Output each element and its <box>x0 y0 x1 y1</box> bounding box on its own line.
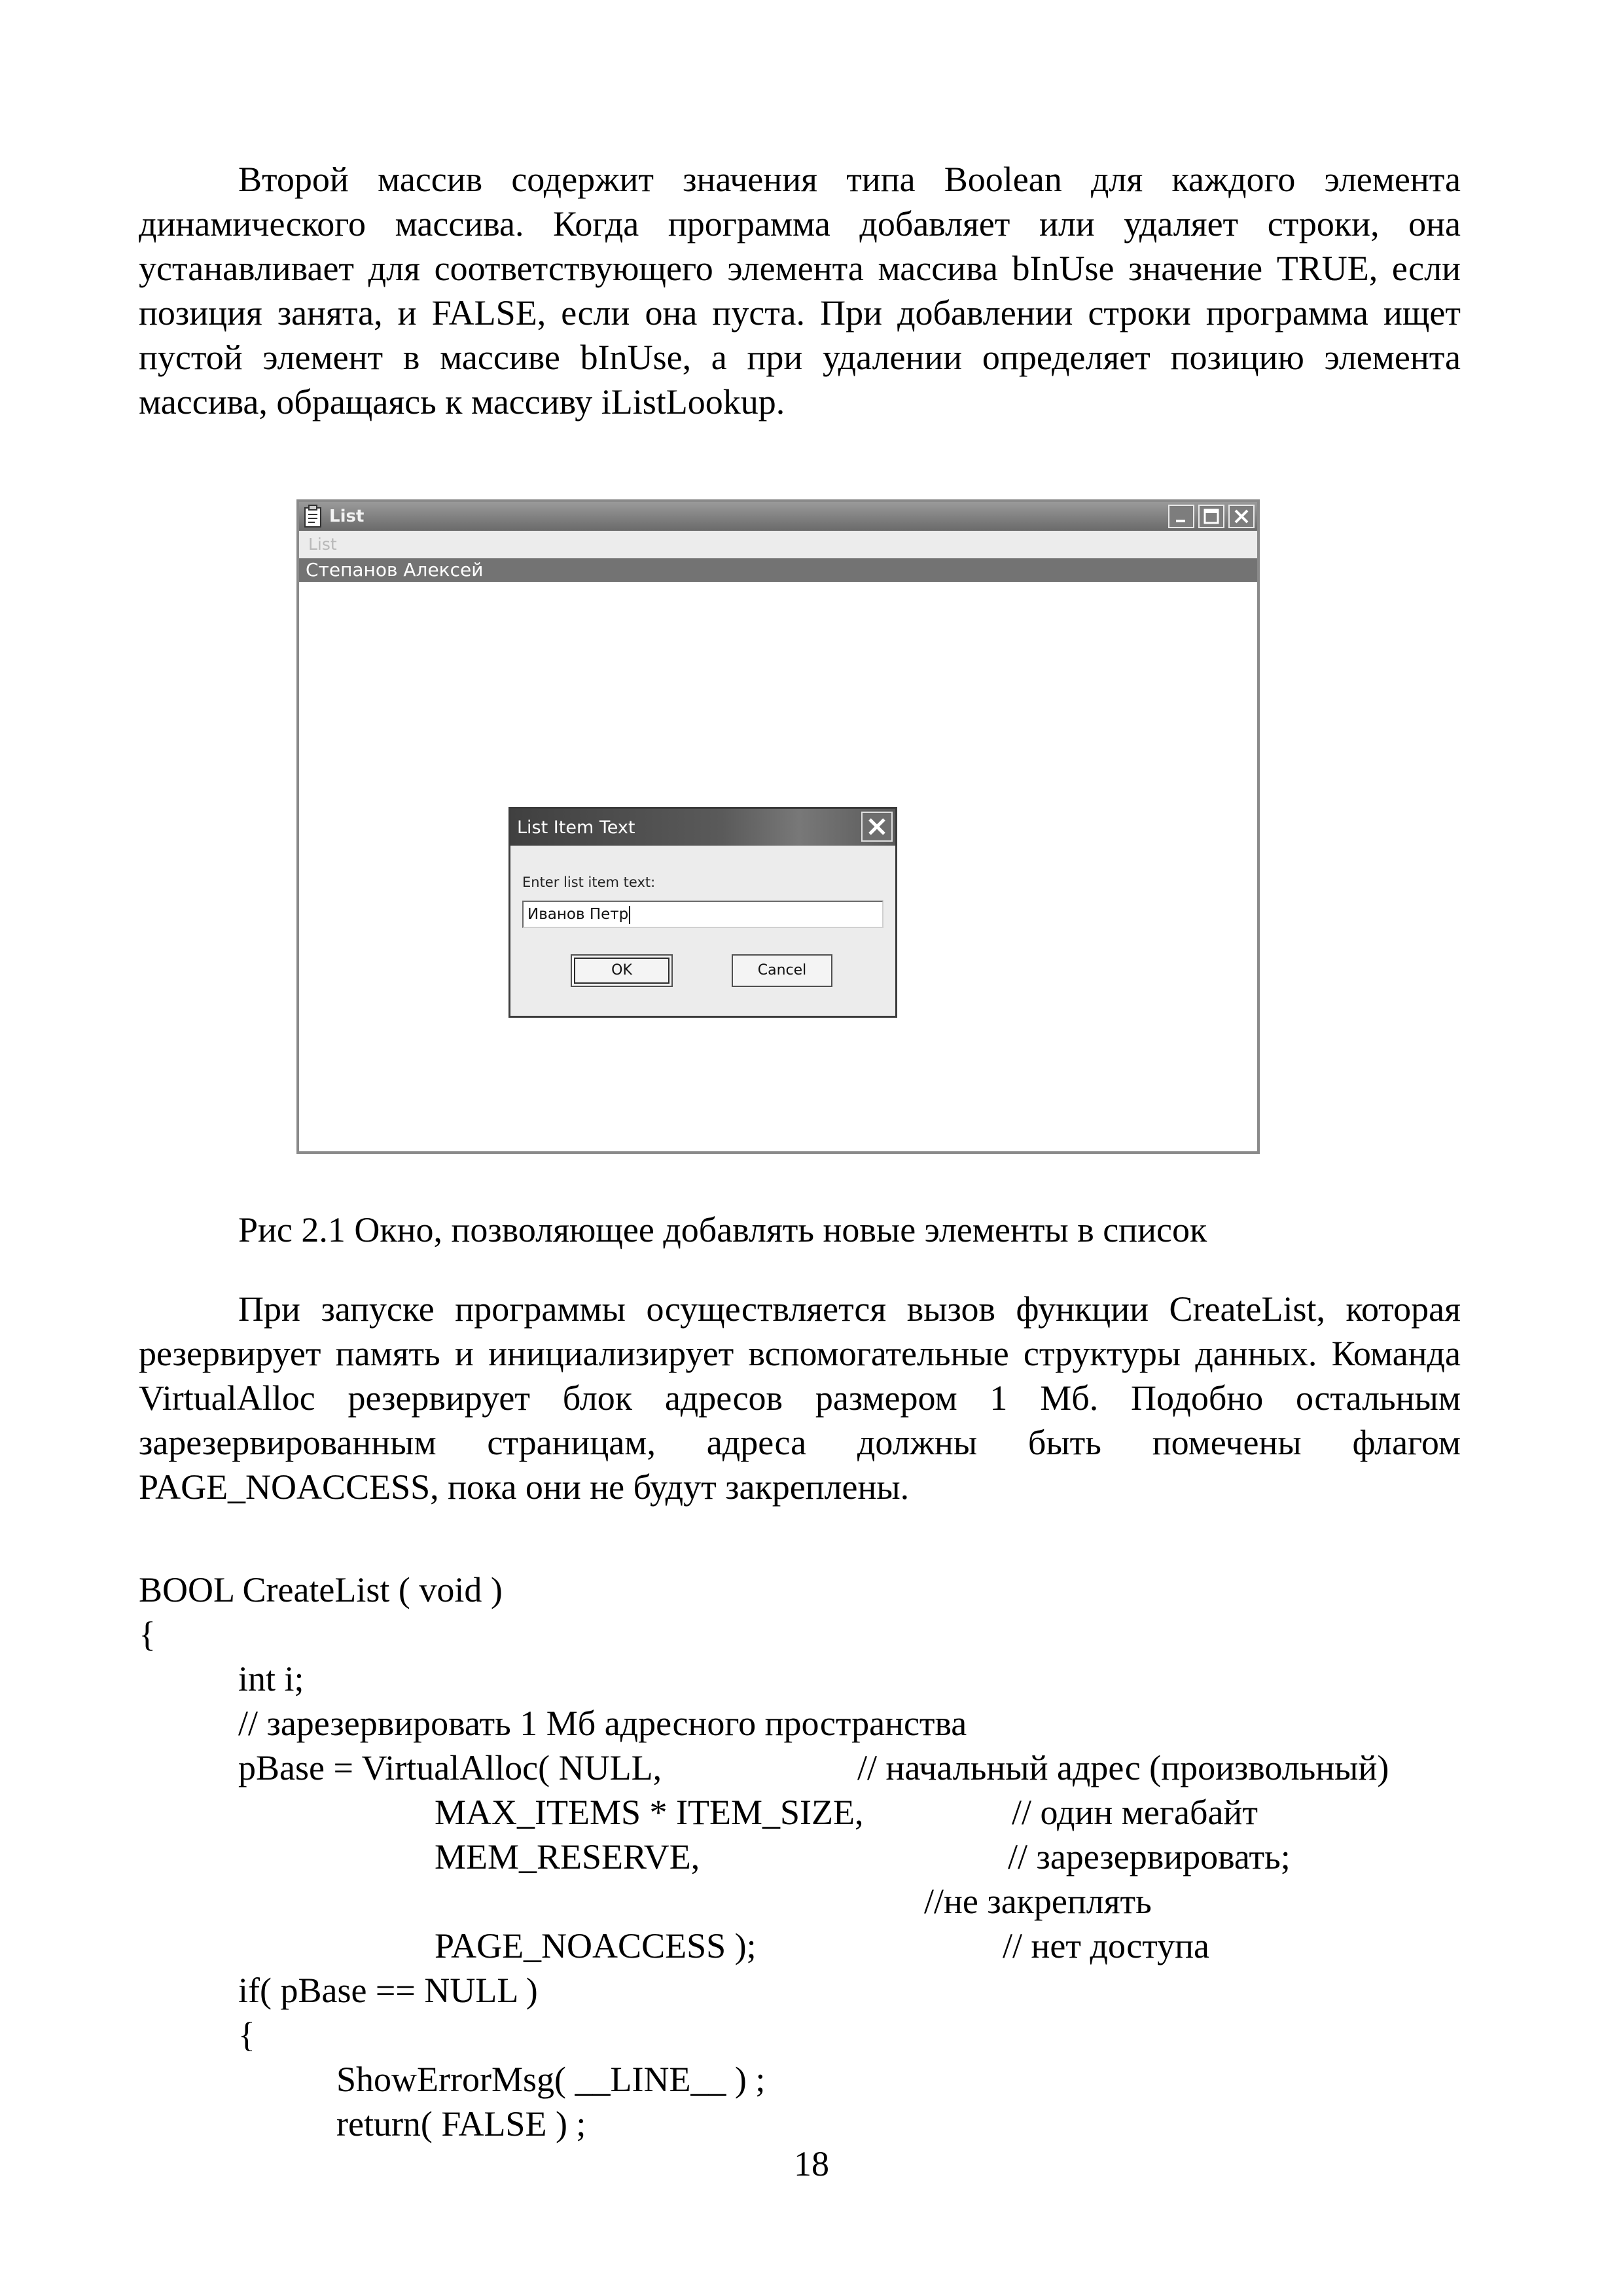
code-line: BOOL CreateList ( void ) <box>139 1570 503 1609</box>
code-comment: // начальный адрес (произвольный) <box>857 1748 1389 1787</box>
code-line: if( pBase == NULL ) <box>238 1971 538 2010</box>
ok-button[interactable]: OK <box>571 954 673 987</box>
list-item-text-dialog <box>508 807 897 1018</box>
code-comment: //не закреплять <box>924 1882 1152 1921</box>
code-comment: // нет доступа <box>1003 1926 1210 1965</box>
code-line: int i; <box>238 1659 304 1698</box>
code-line: pBase = VirtualAlloc( NULL, <box>238 1748 662 1787</box>
code-line: PAGE_NOACCESS ); <box>435 1926 757 1965</box>
paragraph-createlist <box>139 1287 1461 1509</box>
code-line: ShowErrorMsg( __LINE__ ) ; <box>336 2060 766 2099</box>
text-caret <box>629 906 630 924</box>
code-comment: // зарезервировать; <box>1008 1837 1291 1876</box>
list-item-text-input[interactable] <box>522 901 883 928</box>
paragraph-text: При запуске программы осуществляется вызов функции CreateList, которая резервирует память и инициализирует вспомогательные структуры данных. Команда VirtualAlloc резервирует блок адресов размером 1 Мб. Подобно остальным зарезервированным страницам, адреса должны быть помечены флагом PAGE_NOACCESS, пока они не будут закреплены. <box>139 1289 1461 1507</box>
list-item[interactable]: Степанов Алексей <box>299 558 1257 582</box>
window-title: List <box>329 507 365 526</box>
close-icon <box>866 816 887 837</box>
code-line: return( FALSE ) ; <box>336 2104 586 2144</box>
page-number: 18 <box>794 2144 829 2183</box>
code-comment: // зарезервировать 1 Мб адресного пространства <box>238 1704 967 1743</box>
dialog-title: List Item Text <box>517 817 635 838</box>
code-line: MEM_RESERVE, <box>435 1837 700 1876</box>
cancel-button[interactable]: Cancel <box>732 954 832 987</box>
input-value: Иванов Петр <box>527 906 629 923</box>
dialog-prompt: Enter list item text: <box>522 874 656 890</box>
code-line: { <box>238 2015 255 2054</box>
code-line: MAX_ITEMS * ITEM_SIZE, <box>435 1793 864 1832</box>
dialog-close-button[interactable] <box>861 812 893 842</box>
menu-item-list[interactable]: List <box>308 535 337 554</box>
paragraph-text: Второй массив содержит значения типа Boolean для каждого элемента динамического массива. Когда программа добавляет или удаляет строки, она устанавливает для соответствующего элемента массива bInUse значение TRUE, если позиция занята, и FALSE, если она пуста. При добавлении строки программа ищет пустой элемент в массиве bInUse, а при удалении определяет позицию элемента массива, обращаясь к массиву iListLookup. <box>139 160 1461 422</box>
dialog-titlebar <box>510 809 895 846</box>
code-comment: // один мегабайт <box>1012 1793 1258 1832</box>
figure-caption: Рис 2.1 Окно, позволяющее добавлять новые элементы в список <box>238 1210 1207 1249</box>
code-line: { <box>139 1615 156 1654</box>
